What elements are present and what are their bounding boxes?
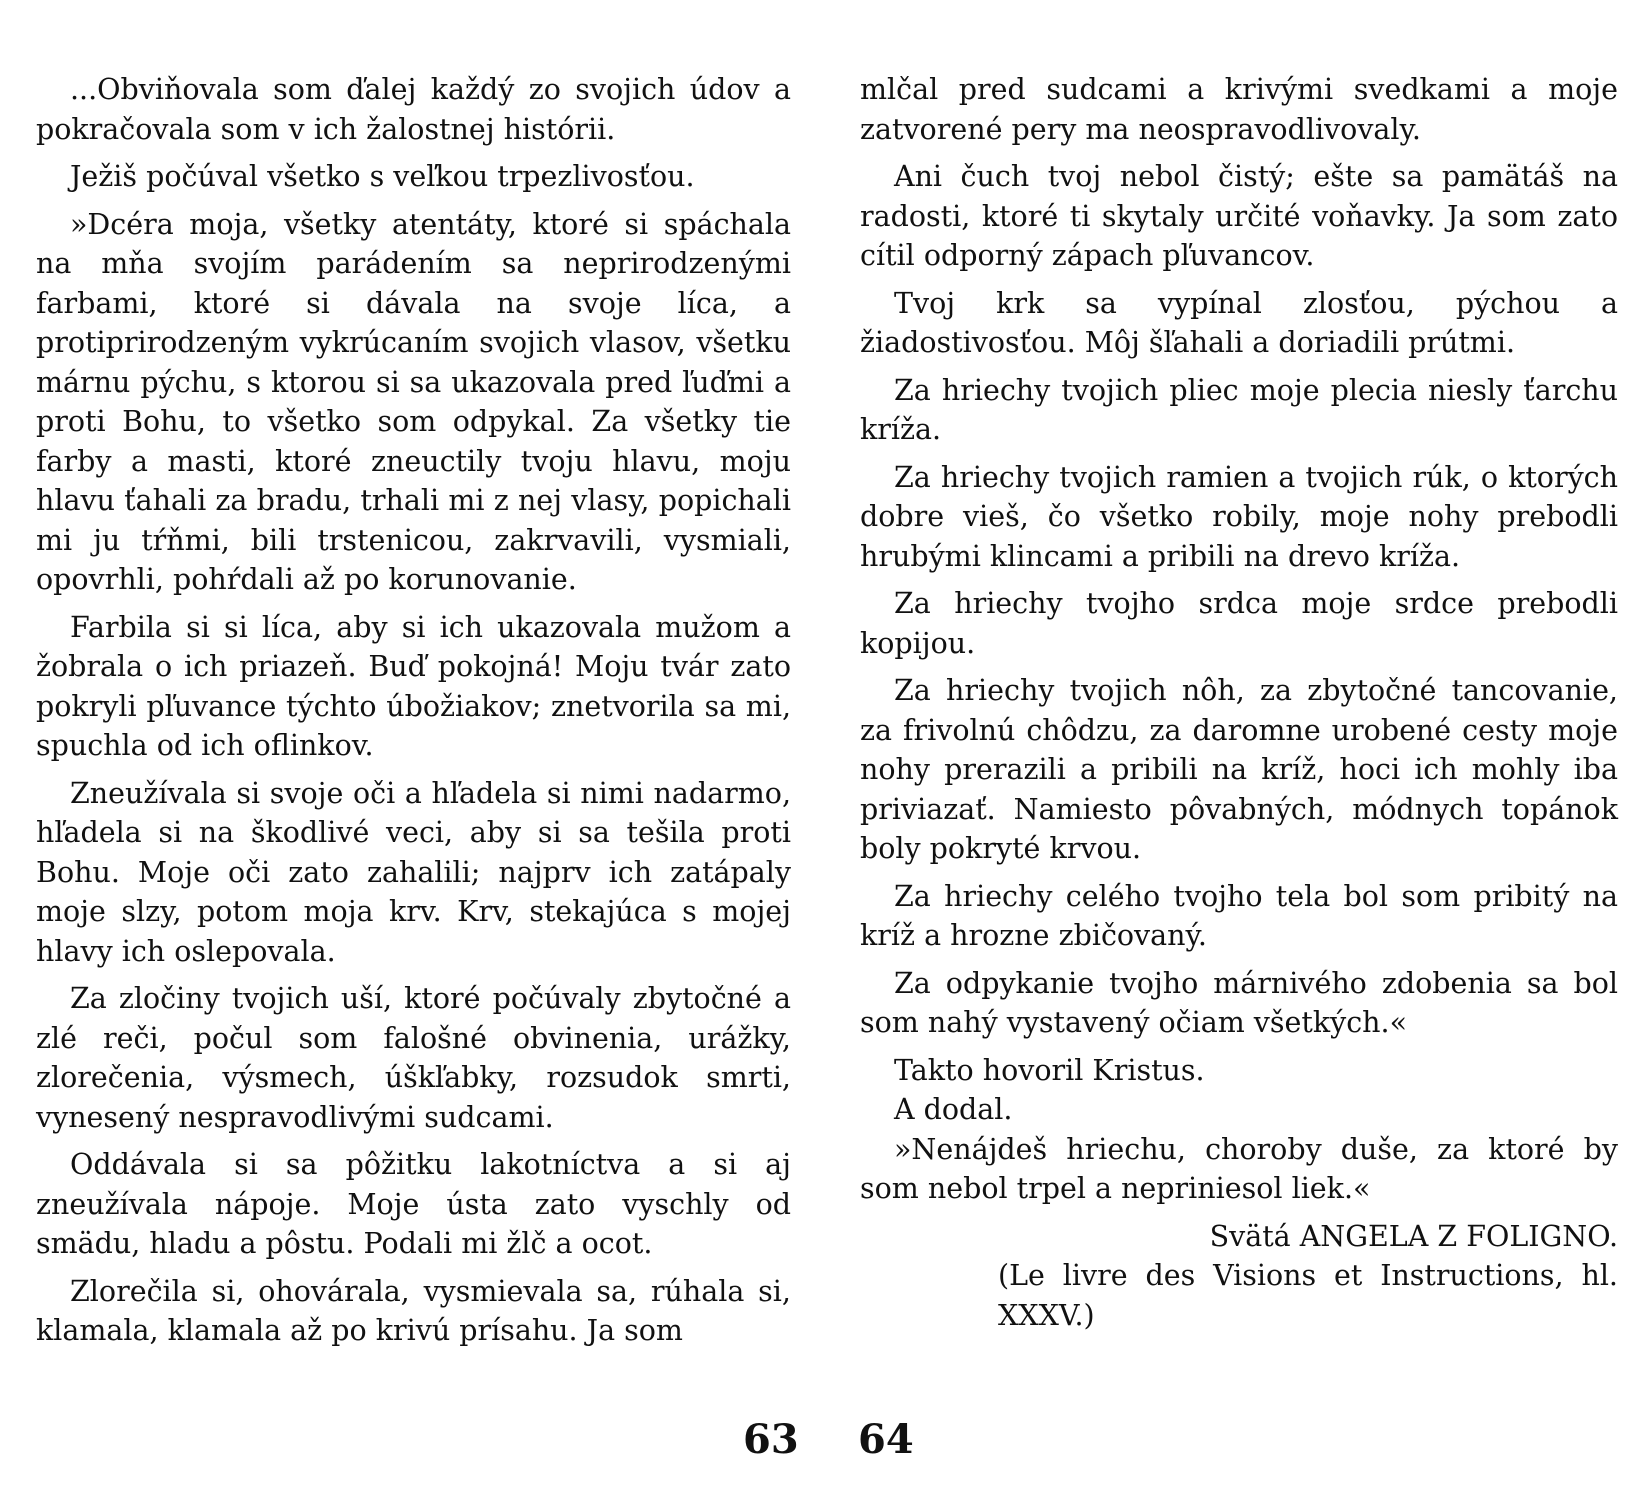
right-paragraph-9: Za odpykanie tvojho márnivého zdobenia sa bol som nahý vystavený očiam všetkých.«: [860, 966, 1618, 1039]
right-line-dodal: A dodal.: [894, 1093, 1013, 1126]
left-paragraph-8: Zlorečila si, ohovárala, vysmievala sa, rúhala si, klamala, klamala až po krivú prísahu. Ja som: [36, 1274, 791, 1347]
right-line-takto: Takto hovoril Kristus.: [894, 1053, 1205, 1087]
source-citation: (Le livre des Visions et Instructions, hl. XXXV.): [998, 1259, 1618, 1332]
left-paragraph-4: Farbila si si líca, aby si ich ukazovala mužom a žobrala o ich priazeň. Buď pokojná! Moju tvár zato pokryli pľuvance týchto úbožiakov; znetvorila sa mi, spuchla od ich oflinkov.: [36, 610, 791, 762]
right-paragraph-5: Za hriechy tvojich ramien a tvojich rúk, o ktorých dobre vieš, čo všetko robily, moje nohy prebodli hrubými klincami a pribili na drevo kríža.: [860, 460, 1618, 573]
left-paragraph-5: Zneužívala si svoje oči a hľadela si nimi nadarmo, hľadela si na škodlivé veci, aby si sa tešila proti Bohu. Moje oči zato zahalili; najprv ich zatápaly moje slzy, potom moja krv. Krv, stekajúca s mojej hlavy ich oslepovala.: [36, 776, 791, 968]
page-number-right: 64: [858, 1416, 914, 1463]
page-number-left: 63: [743, 1416, 799, 1463]
right-paragraph-3: Tvoj krk sa vypínal zlosťou, pýchou a žiadostivosťou. Môj šľahali a doriadili prútmi.: [860, 286, 1618, 359]
left-paragraph-1: ...Obviňovala som ďalej každý zo svojich údov a pokračovala som v ich žalostnej histórii.: [36, 73, 791, 146]
left-paragraph-3: »Dcéra moja, všetky atentáty, ktoré si spáchala na mňa svojím parádením sa neprirodzenými farbami, ktoré si dávala na svoje líca, a protiprirodzeným vykrúcaním svojich vlasov, všetku márnu pýchu, s ktorou si sa ukazovala pred ľuďmi a proti Bohu, to všetko som odpykal. Za všetky tie farby a masti, ktoré zneuctily tvoju hlavu, moju hlavu ťahali za bradu, trhali mi z nej vlasy, popichali mi ju tŕňmi, bili trstenicou, zakrvavili, vysmiali, opovrhli, pohŕdali až po korunovanie.: [36, 207, 791, 596]
right-closing-quote: »Nenájdeš hriechu, choroby duše, za ktoré by som nebol trpel a nepriniesol liek.«: [860, 1132, 1618, 1205]
left-paragraph-6: Za zločiny tvojich uší, ktoré počúvaly zbytočné a zlé reči, počul som falošné obvinenia, urážky, zlorečenia, výsmech, úškľabky, rozsudok smrti, vynesený nespravodlivými sudcami.: [36, 982, 791, 1134]
right-paragraph-6: Za hriechy tvojho srdca moje srdce prebodli kopijou.: [860, 587, 1618, 660]
right-paragraph-4: Za hriechy tvojich pliec moje plecia niesly ťarchu kríža.: [860, 373, 1618, 446]
left-paragraph-2: Ježiš počúval všetko s veľkou trpezlivosťou.: [70, 160, 695, 193]
left-page-text: [36, 70, 791, 1359]
right-paragraph-8: Za hriechy celého tvojho tela bol som pribitý na kríž a hrozne zbičovaný.: [860, 879, 1618, 952]
left-paragraph-7: Oddávala si sa pôžitku lakotníctva a si aj zneužívala nápoje. Moje ústa zato vyschly od smädu, hladu a pôstu. Podali mi žlč a ocot.: [36, 1148, 791, 1260]
right-paragraph-1: mlčal pred sudcami a krivými svedkami a moje zatvorené pery ma neospravodlivovaly.: [860, 73, 1618, 146]
signature: Svätá ANGELA Z FOLIGNO.: [1209, 1219, 1618, 1253]
right-paragraph-2: Ani čuch tvoj nebol čistý; ešte sa pamätáš na radosti, ktoré ti skytaly určité voňavky. Ja som zato cítil odporný zápach pľuvancov.: [860, 160, 1618, 272]
right-paragraph-7: Za hriechy tvojich nôh, za zbytočné tancovanie, za frivolnú chôdzu, za daromne urobené cesty moje nohy prerazili a pribili na kríž, hoci ich mohly iba priviazať. Namiesto pôvabných, módnych topánok boly pokryté krvou.: [860, 674, 1618, 865]
right-page-text: [860, 70, 1618, 1335]
